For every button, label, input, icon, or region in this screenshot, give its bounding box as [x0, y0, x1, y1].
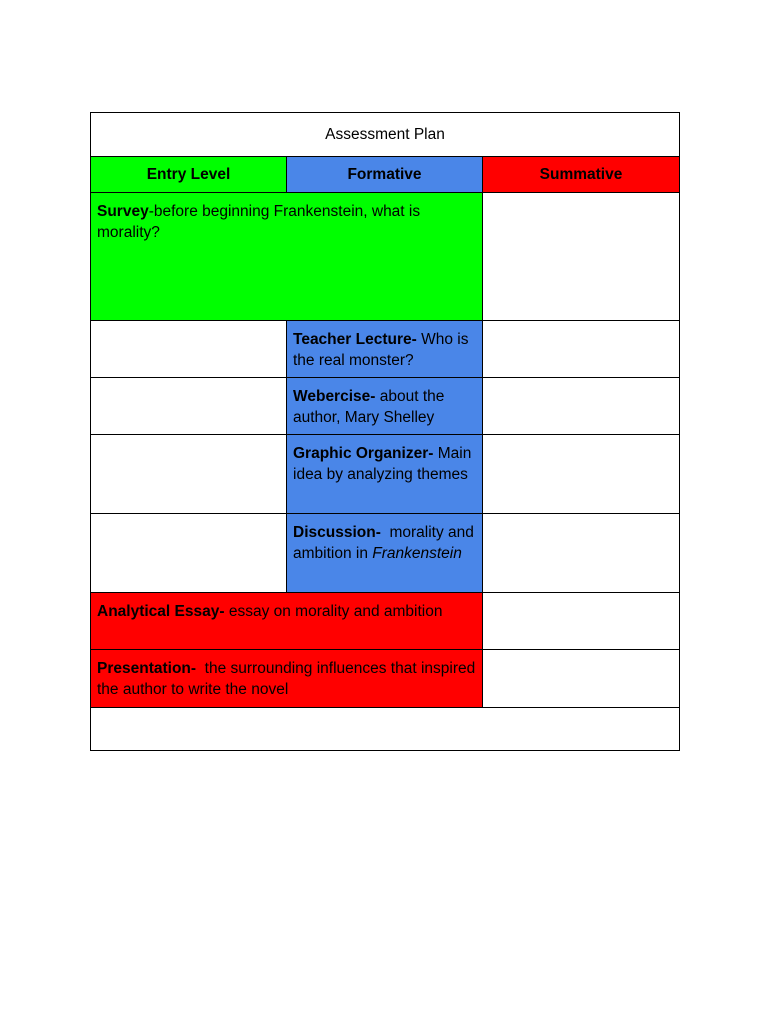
table-title: Assessment Plan: [91, 113, 680, 157]
empty-cell: [483, 435, 680, 514]
empty-footer-row: [91, 708, 680, 751]
header-summative: Summative: [483, 157, 680, 193]
empty-cell: [91, 514, 287, 593]
presentation-text: the surrounding influences that inspired the author to write the novel: [97, 660, 480, 698]
empty-cell: [91, 378, 287, 435]
presentation-label: Presentation-: [97, 660, 197, 677]
analytical-essay-cell: [91, 593, 483, 650]
survey-label: Survey: [97, 203, 149, 220]
discussion-italic: Frankenstein: [372, 545, 462, 562]
empty-cell: [483, 193, 680, 321]
header-formative: Formative: [287, 157, 483, 193]
empty-cell: [483, 650, 680, 708]
analytical-essay-label: Analytical Essay-: [97, 603, 225, 620]
webercise-label: Webercise-: [293, 388, 376, 405]
teacher-lecture-cell: [287, 321, 483, 378]
presentation-cell: [91, 650, 483, 708]
survey-text: -before beginning Frankenstein, what is morality?: [97, 203, 421, 241]
teacher-lecture-text: Who is the real monster?: [293, 331, 469, 369]
webercise-cell: [287, 378, 483, 435]
graphic-organizer-label: Graphic Organizer-: [293, 445, 434, 462]
webercise-text: about the author, Mary Shelley: [293, 388, 445, 426]
teacher-lecture-label: Teacher Lecture-: [293, 331, 417, 348]
analytical-essay-text: essay on morality and ambition: [224, 603, 443, 620]
discussion-text: morality and ambition in: [293, 524, 479, 562]
empty-cell: [483, 593, 680, 650]
discussion-label: Discussion-: [293, 524, 381, 541]
empty-cell: [91, 435, 287, 514]
discussion-cell: [287, 514, 483, 593]
assessment-plan-table: [90, 112, 680, 751]
header-entry-level: Entry Level: [91, 157, 287, 193]
survey-cell: [91, 193, 483, 321]
empty-cell: [483, 321, 680, 378]
graphic-organizer-text: Main idea by analyzing themes: [293, 445, 472, 483]
graphic-organizer-cell: [287, 435, 483, 514]
empty-cell: [483, 378, 680, 435]
empty-cell: [483, 514, 680, 593]
empty-cell: [91, 321, 287, 378]
